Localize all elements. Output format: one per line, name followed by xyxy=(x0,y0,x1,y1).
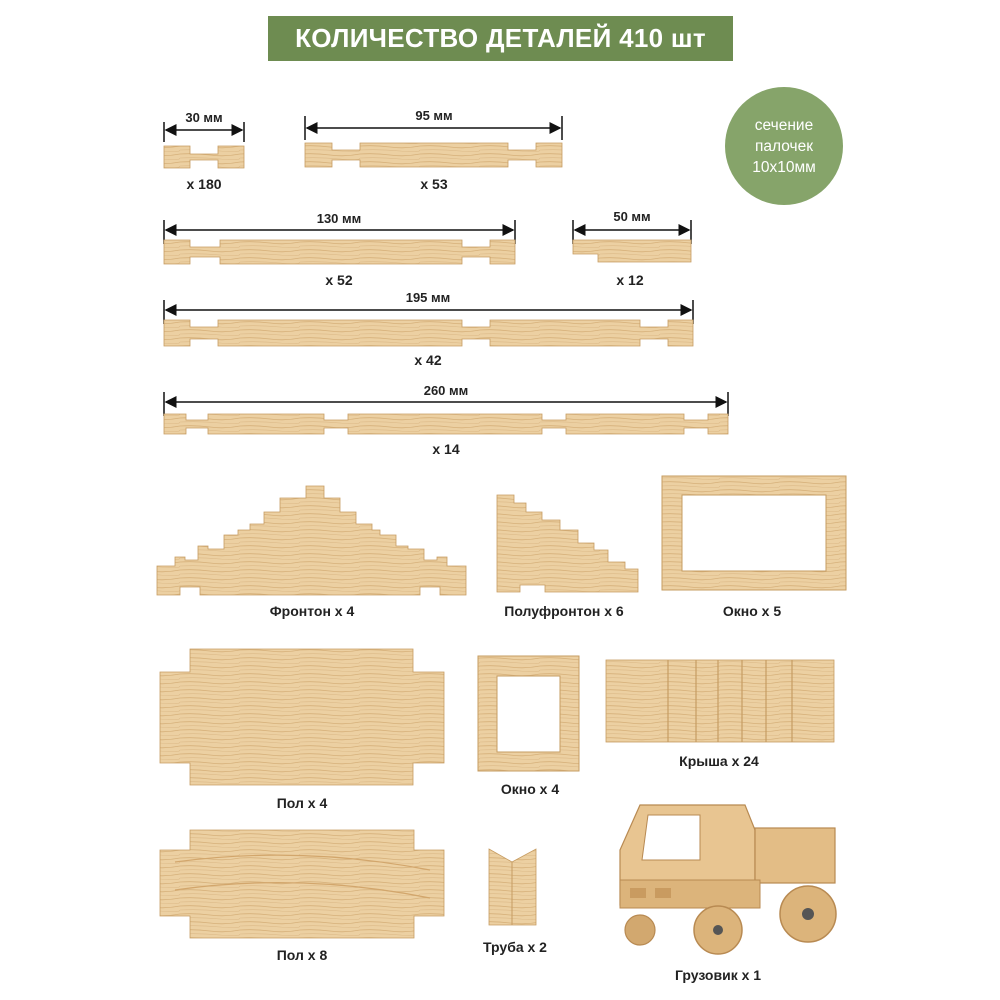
roof-pieces xyxy=(606,660,834,742)
floor-small-label: Пол х 8 xyxy=(276,947,328,963)
stick-195mm-length: 195 мм xyxy=(405,290,451,305)
chimney-label: Труба х 2 xyxy=(483,939,547,955)
window-large-piece xyxy=(662,476,846,590)
stick-50mm-qty: x 12 xyxy=(616,272,644,288)
badge-line-1: сечение xyxy=(754,116,814,134)
stick-95mm-length: 95 мм xyxy=(415,108,453,123)
window-large-label: Окно х 5 xyxy=(722,603,782,619)
stick-195mm xyxy=(164,300,693,346)
floor-large-label: Пол х 4 xyxy=(276,795,328,811)
truck-label: Грузовик х 1 xyxy=(674,967,762,983)
stick-260mm-qty: x 14 xyxy=(432,441,460,457)
roof-label: Крыша х 24 xyxy=(679,753,759,769)
floor-large-piece xyxy=(160,649,444,785)
page-title: КОЛИЧЕСТВО ДЕТАЛЕЙ 410 шт xyxy=(268,16,733,61)
half-pediment-label: Полуфронтон х 6 xyxy=(504,603,624,619)
chimney-piece xyxy=(489,849,536,925)
window-small-piece xyxy=(478,656,579,771)
stick-50mm xyxy=(573,220,691,262)
window-small-label: Окно х 4 xyxy=(500,781,560,797)
pediment-piece xyxy=(157,486,466,595)
pediment-label: Фронтон х 4 xyxy=(269,603,355,619)
stick-195mm-qty: x 42 xyxy=(414,352,442,368)
stick-95mm-qty: x 53 xyxy=(420,176,448,192)
stick-260mm xyxy=(164,392,728,434)
truck-model xyxy=(620,805,836,954)
floor-small-piece xyxy=(160,830,444,938)
badge-line-2: палочек xyxy=(754,137,813,155)
badge-line-3: 10х10мм xyxy=(752,158,816,176)
stick-130mm xyxy=(164,220,515,264)
stick-30mm-qty: x 180 xyxy=(186,176,222,192)
stick-95mm xyxy=(305,116,562,167)
half-pediment-piece xyxy=(497,495,638,592)
stick-260mm-length: 260 мм xyxy=(423,383,469,398)
stick-30mm xyxy=(164,122,244,168)
stick-130mm-length: 130 мм xyxy=(316,211,362,226)
stick-50mm-length: 50 мм xyxy=(613,209,651,224)
stick-130mm-qty: x 52 xyxy=(325,272,353,288)
stick-30mm-length: 30 мм xyxy=(185,110,223,125)
